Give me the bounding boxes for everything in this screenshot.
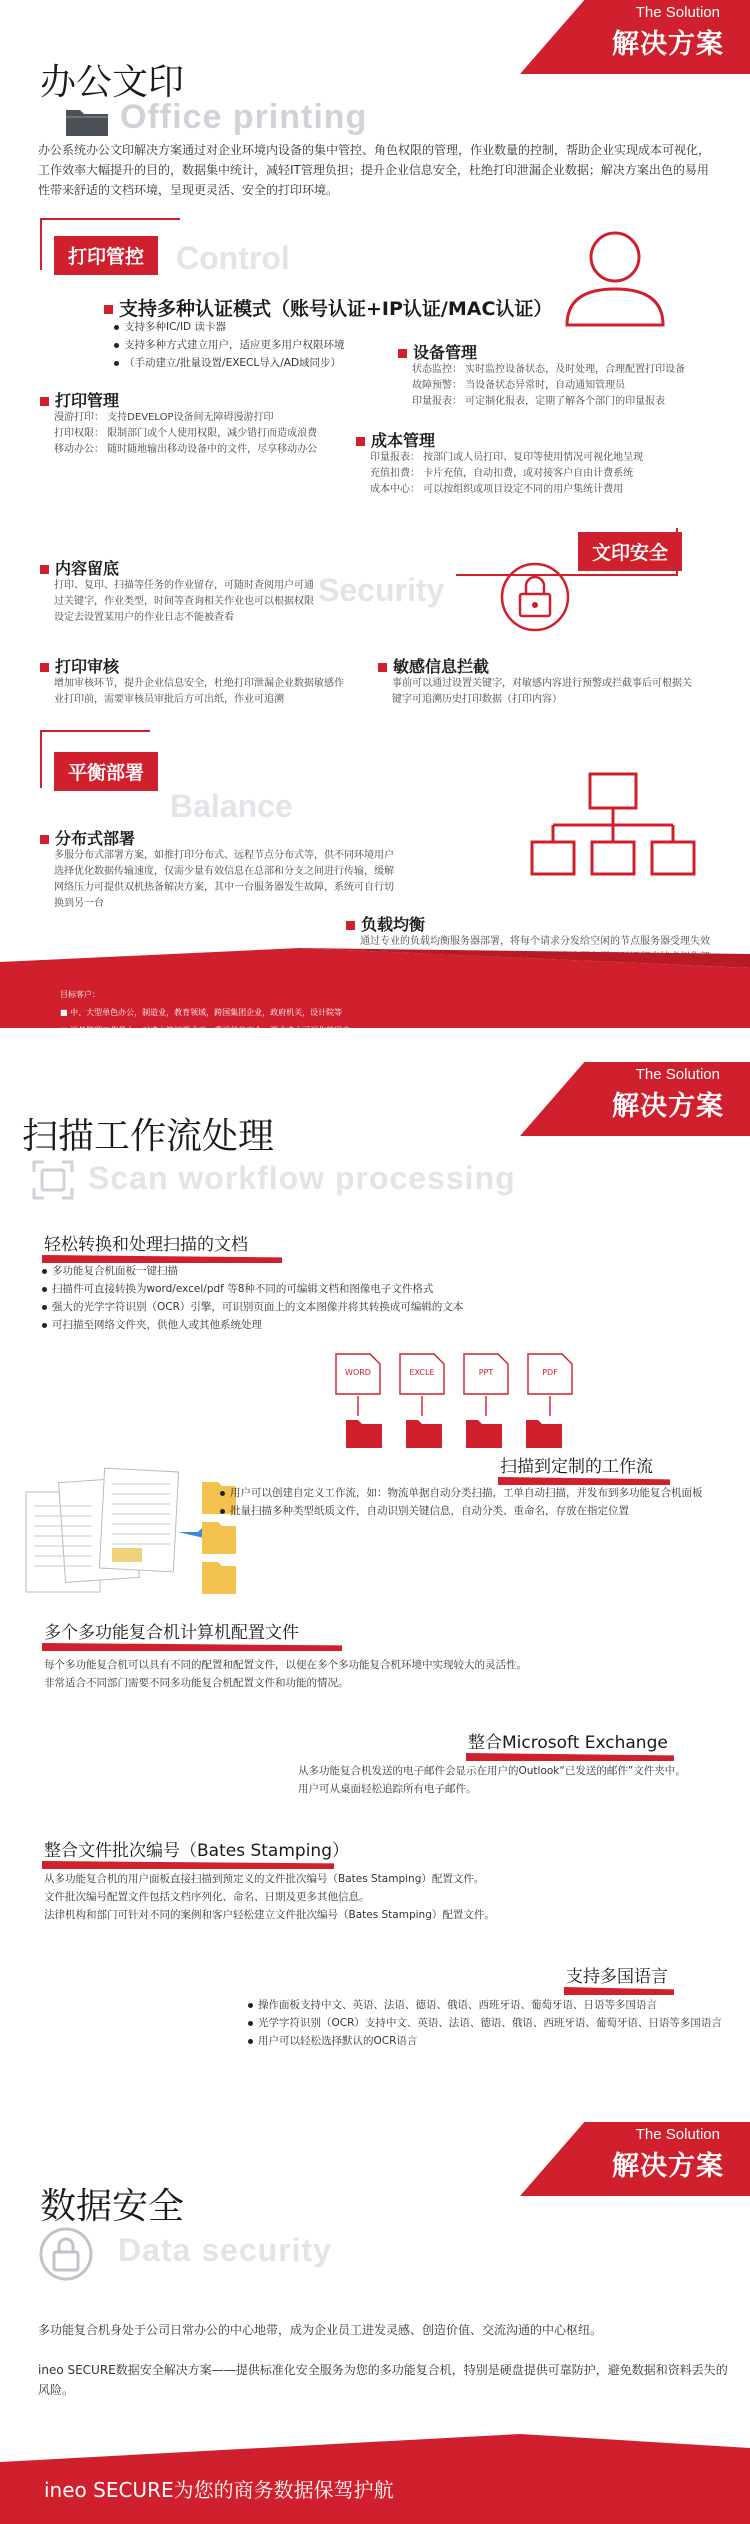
multi-text-line: 每个多功能复合机可以具有不同的配置和配置文件，以便在多个多功能复合机环境中实现较大的灵活性。 xyxy=(44,1659,527,1671)
list-item: （手动建立/批量设置/EXECL导入/AD域同步） xyxy=(112,354,412,372)
banner-en: The Solution xyxy=(635,1066,720,1083)
sensitive-title-text: 敏感信息拦截 xyxy=(393,657,490,676)
audit-text: 增加审核环节，提升企业信息安全，杜绝打印泄漏企业数据敏感作业打印前，需要审核员审批后方可出纸，作业可追溯 xyxy=(54,678,344,705)
bates-text xyxy=(44,1870,684,1924)
exchange-title-text: 整合Microsoft Exchange xyxy=(468,1733,668,1753)
cost-title xyxy=(356,428,435,451)
banner-zh: 解决方案 xyxy=(612,1091,724,1122)
bates-text-line: 从多功能复合机的用户面板直接扫描到预定义的文件批次编号（Bates Stamping）配置文件。 xyxy=(44,1873,485,1885)
auth-list xyxy=(112,318,412,372)
dist-text: 多服分布式部署方案，如推打印分布式、远程节点分布式等，供不同环境用户选择优化数据传输速度，仅需少量有效信息在总部和分支之间进行传输，缓解网络压力可提供双机热备解决方案，其中一台服务器发生故障，系统可自行切换到另一台 xyxy=(54,850,394,909)
scanned-documents-image xyxy=(22,1462,242,1622)
list-item: 印量报表： 可定制化报表，定期了解各个部门的印量报表 xyxy=(412,396,666,407)
list-item: 用户可以轻松选择默认的OCR语言 xyxy=(246,2032,726,2050)
bates-title-text: 整合文件批次编号（Bates Stamping） xyxy=(44,1841,349,1861)
auth-title xyxy=(104,294,552,321)
tab-balance: 平衡部署 xyxy=(54,752,158,791)
multi-text-line: 非常适合不同部门需要不同多功能复合机配置文件和功能的情况。 xyxy=(44,1677,349,1689)
auth-title-text: 支持多种认证模式（账号认证+IP认证/MAC认证） xyxy=(119,298,553,320)
bates-text-line: 文件批次编号配置文件包括文档序列化、命名、日期及更多其他信息。 xyxy=(44,1891,370,1903)
exchange-text-line: 从多功能复合机发送的电子邮件会显示在用户的Outlook“已发送的邮件”文件夹中。 xyxy=(298,1765,686,1777)
list-item: 充值扣费： 卡片充值，自动扣费，或对接客户自由计费系统 xyxy=(370,468,634,479)
list-item: 操作面板支持中文、英语、法语、德语、俄语、西班牙语、葡萄牙语、日语等多国语言 xyxy=(246,1996,726,2014)
list-item: 光学字符识别（OCR）支持中文、英语、法语、德语、俄语、西班牙语、葡萄牙语、日语等多国语言 xyxy=(246,2014,726,2032)
lang-title xyxy=(566,1962,668,1987)
print-mgmt-title xyxy=(40,388,119,411)
custom-title-text: 扫描到定制的工作流 xyxy=(500,1457,653,1477)
section3-text2: ineo SECURE数据安全解决方案——提供标准化安全服务为您的多功能复合机，特别是硬盘提供可靠防护，避免数据和资料丢失的风险。 xyxy=(38,2363,728,2397)
solution-banner xyxy=(520,0,750,74)
easy-list xyxy=(40,1262,600,1334)
multi-title-text: 多个多功能复合机计算机配置文件 xyxy=(44,1623,299,1643)
custom-list xyxy=(218,1484,718,1520)
bates-text-line: 法律机构和部门可针对不同的案例和客户轻松建立文件批次编号（Bates Stamping）配置文件。 xyxy=(44,1909,495,1921)
banner-zh: 解决方案 xyxy=(612,29,724,60)
list-item: 移动办公： 随时随地输出移动设备中的文件，尽享移动办公 xyxy=(54,444,318,455)
lb-text: 通过专业的负载均衡服务器部署，将每个请求分发给空闲的节点服务器受理失效 xyxy=(360,936,710,947)
tab-control: 打印管控 xyxy=(54,236,158,275)
list-item: 用户可以创建自定义工作流，如：物流单据自动分类扫描，工单自动扫描，并发布到多功能复合机面板 xyxy=(218,1484,718,1502)
security-en: Security xyxy=(318,572,445,608)
multi-title xyxy=(44,1618,299,1643)
device-title xyxy=(398,340,477,363)
target-line2: 设备管理工作量大，对成本管控要求高，重视信息安全，要求成本可视化的用户 xyxy=(70,1026,351,1035)
scan-icon xyxy=(32,1160,74,1200)
solution-banner-3 xyxy=(520,2122,750,2196)
list-item: 故障预警： 当设备状态异常时，自动通知管理员 xyxy=(412,380,626,391)
banner-zh: 解决方案 xyxy=(612,2151,724,2182)
list-item: 强大的光学字符识别（OCR）引擎，可识别页面上的文本图像并将其转换成可编辑的文本 xyxy=(40,1298,600,1316)
list-item: 扫描件可直接转换为word/excel/pdf 等8种不同的可编辑文档和图像电子文件格式 xyxy=(40,1280,600,1298)
section3-title: 数据安全 xyxy=(40,2186,185,2227)
divider xyxy=(40,730,42,788)
list-item: 多功能复合机面板一键扫描 xyxy=(40,1262,600,1280)
section1-title: 办公文印 xyxy=(40,62,185,103)
divider xyxy=(40,218,42,270)
user-icon xyxy=(555,225,675,335)
balance-en: Balance xyxy=(170,788,293,824)
exchange-text-line: 用户可从桌面轻松追踪所有电子邮件。 xyxy=(298,1783,477,1795)
file-label: WORD xyxy=(345,1368,371,1377)
hierarchy-icon xyxy=(528,770,698,880)
easy-title-text: 轻松转换和处理扫描的文档 xyxy=(44,1235,248,1255)
sensitive-title xyxy=(378,654,489,677)
file-label: PPT xyxy=(478,1368,494,1377)
file-label: EXCLE xyxy=(409,1368,435,1377)
divider xyxy=(40,218,180,220)
section1-intro: 办公系统办公文印解决方案通过对企业环境内设备的集中管控、角色权限的管理，作业数量的控制，帮助企业实现成本可视化，工作效率大幅提升的目的，数据集中统计，减轻IT管理负担；提升企业信息安全，杜绝打印泄漏企业数据；解决方案出色的易用性带来舒适的文档环境，呈现更灵活、安全的打印环境。 xyxy=(38,143,711,197)
list-item: 印量报表： 按部门或人员打印、复印等使用情况可视化地呈现 xyxy=(370,452,644,463)
retain-text: 打印、复印、扫描等任务的作业留存，可随时查阅用户可通过关键字，作业类型，时间等查询相关作业也可以根据权限设定去设置某用户的作业日志不能被查看 xyxy=(54,580,314,623)
list-item: 状态监控： 实时监控设备状态，及时处理，合理配置打印设备 xyxy=(412,364,686,375)
sensitive-text: 事前可以通过设置关键字，对敏感内容进行预警或拦截事后可根据关键字可追溯历史打印数据（打印内容） xyxy=(392,678,692,705)
device-title-text: 设备管理 xyxy=(413,343,478,362)
dist-title xyxy=(40,826,135,849)
file-label: PDF xyxy=(542,1368,558,1377)
divider xyxy=(676,528,678,576)
banner-en: The Solution xyxy=(635,2126,720,2143)
print-mgmt-list xyxy=(54,410,374,458)
section3-text1: 多功能复合机身处于公司日常办公的中心地带，成为企业员工进发灵感、创造价值、交流沟通的中心枢纽。 xyxy=(38,2323,603,2337)
section3-title-en: Data security xyxy=(118,2232,332,2268)
target-label: 目标客户： xyxy=(60,990,100,999)
retain-title-text: 内容留底 xyxy=(55,559,120,578)
solution-banner-2 xyxy=(520,1062,750,1136)
target-line1: 中、大型单色办公，制造业，教育领域，跨国集团企业，政府机关，设计院等 xyxy=(70,1008,343,1017)
audit-title xyxy=(40,654,119,677)
exchange-text xyxy=(298,1762,718,1798)
list-item: 漫游打印： 支持DEVELOP设备间无障碍漫游打印 xyxy=(54,412,274,423)
cost-title-text: 成本管理 xyxy=(371,431,436,450)
lang-title-text: 支持多国语言 xyxy=(566,1967,668,1987)
retain-title xyxy=(40,556,119,579)
section2-title: 扫描工作流处理 xyxy=(22,1116,275,1157)
easy-title xyxy=(44,1230,248,1255)
list-item: 支持多种IC/ID 读卡器 xyxy=(112,318,412,336)
audit-title-text: 打印审核 xyxy=(55,657,120,676)
list-item: 可扫描至网络文件夹，供他人或其他系统处理 xyxy=(40,1316,600,1334)
section2-title-en: Scan workflow processing xyxy=(88,1160,516,1196)
lang-list xyxy=(246,1996,726,2050)
lb-title xyxy=(346,912,425,935)
print-mgmt-title-text: 打印管理 xyxy=(55,391,120,410)
multi-text xyxy=(44,1656,684,1692)
device-list xyxy=(412,362,732,410)
section1-title-en: Office printing xyxy=(120,98,368,136)
exchange-title xyxy=(468,1728,668,1753)
list-item: 支持多种方式建立用户，适应更多用户权限环境 xyxy=(112,336,412,354)
control-en: Control xyxy=(176,240,290,276)
target-block: 目标客户： ■ 中、大型单色办公，制造业，教育领域，跨国集团企业，政府机关，设计院等 ■ 设备管理工作量大，对成本管控要求高，重视信息安全，要求成本可视化的用户 xyxy=(60,990,351,1035)
bates-title xyxy=(44,1836,349,1861)
tab-security: 文印安全 xyxy=(578,532,682,571)
bottom-title: ineo SECURE为您的商务数据保驾护航 xyxy=(44,2478,394,2502)
lb-title-text: 负载均衡 xyxy=(361,915,426,934)
custom-title xyxy=(500,1452,653,1477)
cost-list xyxy=(370,450,730,498)
lock-icon xyxy=(38,2226,94,2282)
folder-icon xyxy=(64,104,110,138)
lock-icon xyxy=(500,562,570,632)
dist-title-text: 分布式部署 xyxy=(55,829,136,848)
divider xyxy=(40,730,150,732)
banner-en: The Solution xyxy=(635,4,720,21)
list-item: 成本中心： 可以按组织或项目设定不同的用户集统计费用 xyxy=(370,484,624,495)
list-item: 批量扫描多种类型纸质文件，自动识别关键信息，自动分类、重命名，存放在指定位置 xyxy=(218,1502,718,1520)
list-item: 打印权限： 限制部门或个人使用权限，减少错打而造成浪费 xyxy=(54,428,318,439)
